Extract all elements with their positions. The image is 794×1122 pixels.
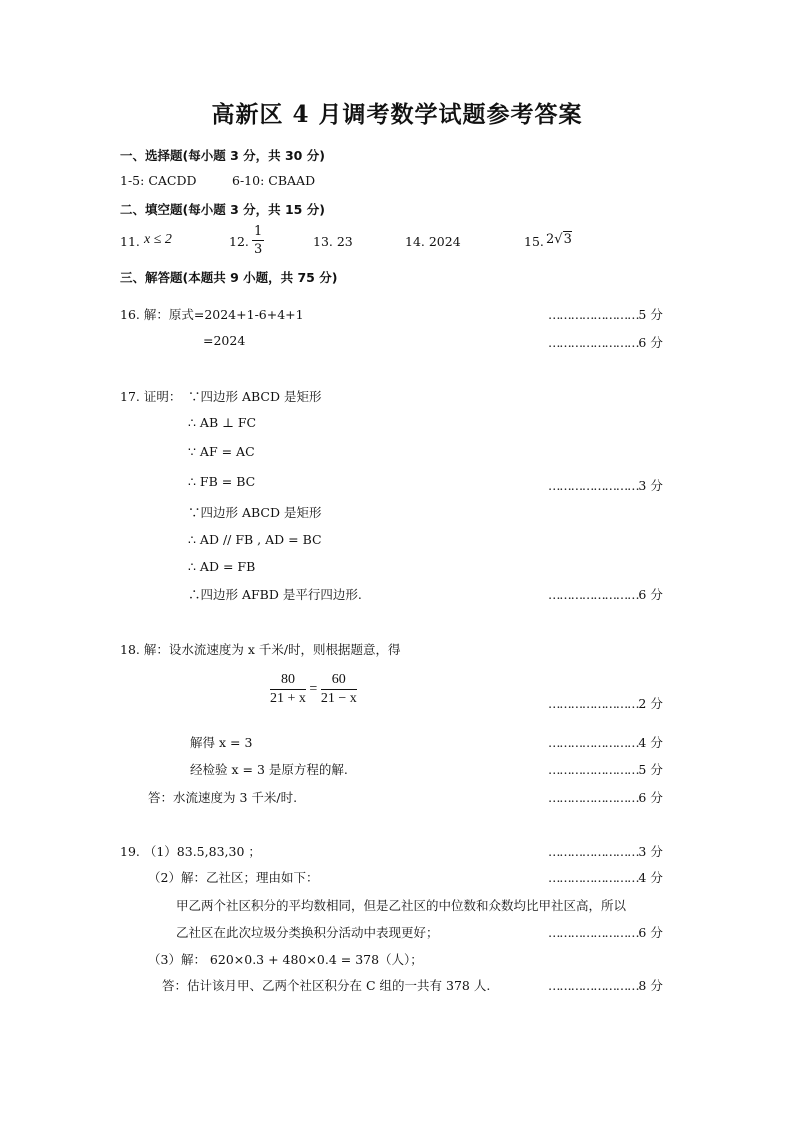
q17-step-3: ∵ AF = AC [188, 444, 255, 459]
q19-part-1: 19. （1）83.5,83,30 ； [120, 844, 261, 859]
q17-step-2: ∴ AB ⊥ FC [188, 415, 257, 430]
q16-line-1: 16. 解：原式=2024+1-6+4+1 [120, 307, 304, 322]
page-title: 高新区 4 月调考数学试题参考答案 [211, 101, 583, 128]
section-2-heading: 二、填空题(每小题 3 分，共 15 分) [120, 202, 325, 217]
q19-part-3: （3）解： 620×0.3 + 480×0.4 = 378（人）； [148, 952, 423, 967]
fill-q12-answer [252, 224, 264, 257]
q19-part-2: （2）解：乙社区；理由如下： [148, 870, 319, 885]
q17-score-1: ……………………3 分 [548, 478, 663, 493]
q18-score-1: ……………………2 分 [548, 696, 663, 711]
right-numerator: 60 [321, 672, 357, 690]
fill-q11-answer: x ≤ 2 [144, 232, 172, 247]
fill-q15-answer [546, 232, 572, 247]
equals-sign: = [309, 681, 318, 697]
q17-lead: 17. 证明： [120, 389, 182, 404]
left-numerator: 80 [270, 672, 306, 690]
right-denominator: 21 − x [320, 691, 357, 706]
q19-score-1: ……………………3 分 [548, 844, 663, 859]
q18-score-2: ……………………4 分 [548, 735, 663, 750]
q19-reason-line-1: 甲乙两个社区积分的平均数相同，但是乙社区的中位数和众数均比甲社区高，所以 [176, 898, 627, 913]
choice-answers-1-5: 1-5: CACDD [120, 173, 197, 188]
q17-step-4: ∴ FB = BC [188, 474, 256, 489]
sqrt-sign: √ [554, 232, 563, 247]
fill-q15-label: 15. [524, 234, 544, 249]
q17-step-7: ∴ AD = FB [188, 559, 256, 574]
q19-score-3: ……………………6 分 [548, 925, 663, 940]
q17-step-5: ∵四边形 ABCD 是矩形 [188, 505, 322, 520]
q19-answer: 答：估计该月甲、乙两个社区积分在 C 组的一共有 378 人. [162, 978, 491, 993]
fill-q11-label: 11. [120, 234, 140, 249]
q17-step-1: ∵四边形 ABCD 是矩形 [188, 389, 322, 404]
choice-answers-6-10: 6-10: CBAAD [232, 173, 316, 188]
q19-reason-line-2: 乙社区在此次垃圾分类换积分活动中表现更好； [176, 925, 439, 940]
q18-equation [270, 672, 357, 707]
fraction-numerator: 1 [254, 224, 263, 239]
sqrt-coefficient: 2 [546, 232, 555, 247]
left-denominator: 21 + x [270, 691, 306, 706]
q19-score-4: ……………………8 分 [548, 978, 663, 993]
fraction-denominator: 3 [254, 242, 263, 257]
section-1-heading: 一、选择题(每小题 3 分，共 30 分) [120, 148, 325, 163]
fill-q12-label: 12. [229, 234, 249, 249]
q17-score-2: ……………………6 分 [548, 587, 663, 602]
sqrt-radicand: 3 [563, 232, 572, 247]
fill-q13: 13. 23 [313, 234, 353, 249]
q18-check: 经检验 x = 3 是原方程的解. [190, 762, 348, 777]
q18-answer: 答：水流速度为 3 千米/时. [148, 790, 298, 805]
q18-solve: 解得 x = 3 [190, 735, 253, 750]
q18-score-4: ……………………6 分 [548, 790, 663, 805]
q16-score-2: ……………………6 分 [548, 335, 663, 350]
section-3-heading: 三、解答题(本题共 9 小题，共 75 分) [120, 270, 338, 285]
q18-line-1: 18. 解：设水流速度为 x 千米/时，则根据题意，得 [120, 642, 401, 657]
q19-score-2: ……………………4 分 [548, 870, 663, 885]
q17-step-8: ∴四边形 AFBD 是平行四边形. [188, 587, 362, 602]
q16-score-1: ……………………5 分 [548, 307, 663, 322]
q17-step-6: ∴ AD // FB , AD = BC [188, 532, 322, 547]
q16-line-2: =2024 [203, 333, 246, 348]
fill-q14: 14. 2024 [405, 234, 461, 249]
q18-score-3: ……………………5 分 [548, 762, 663, 777]
